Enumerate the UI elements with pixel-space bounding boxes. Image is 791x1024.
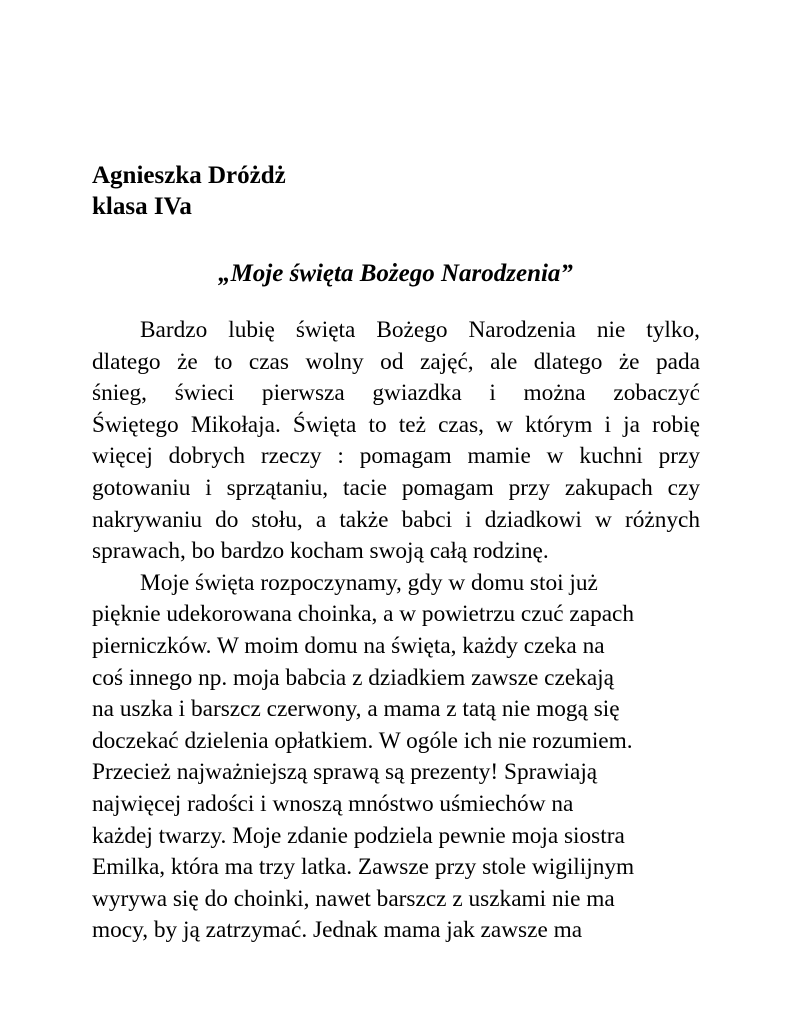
text-line: nakrywaniu do stołu, a także babci i dziadkowi w różnych <box>92 506 700 533</box>
essay-body <box>92 315 700 947</box>
text-line: coś innego np. moja babcia z dziadkiem zawsze czekają <box>92 664 614 691</box>
text-line: śnieg, świeci pierwsza gwiazdka i można zobaczyć <box>92 380 700 407</box>
text-line: Emilka, która ma trzy latka. Zawsze przy stole wigilijnym <box>92 854 635 881</box>
essay-title: „Moje święta Bożego Narodzenia” <box>218 260 573 287</box>
text-line: Przecież najważniejszą sprawą są prezenty! Sprawiają <box>92 759 598 786</box>
text-line: dlatego że to czas wolny od zajęć, ale dlatego że pada <box>92 348 700 375</box>
text-line: Moje święta rozpoczynamy, gdy w domu stoi już <box>140 569 598 596</box>
text-line: pięknie udekorowana choinka, a w powietrzu czuć zapach <box>92 601 635 628</box>
text-line: każdej twarzy. Moje zdanie podziela pewnie moja siostra <box>92 822 625 849</box>
text-line: Świętego Mikołaja. Święta to też czas, w którym i ja robię <box>92 411 700 438</box>
text-line: gotowaniu i sprzątaniu, tacie pomagam przy zakupach czy <box>92 474 700 501</box>
text-line: pierniczków. W moim domu na święta, każdy czeka na <box>92 632 605 659</box>
text-line: Bardzo lubię święta Bożego Narodzenia nie tylko, <box>140 317 700 343</box>
text-line: więcej dobrych rzeczy : pomagam mamie w kuchni przy <box>92 443 700 470</box>
text-line: najwięcej radości i wnoszą mnóstwo uśmiechów na <box>92 790 574 817</box>
paragraph-1 <box>92 315 700 568</box>
text-line: na uszka i barszcz czerwony, a mama z tatą nie mogą się <box>92 696 620 723</box>
author-name: Agnieszka Dróżdż <box>92 162 286 189</box>
text-line: mocy, by ją zatrzymać. Jednak mama jak zawsze ma <box>92 917 583 944</box>
author-block <box>92 160 286 222</box>
text-line: sprawach, bo bardzo kocham swoją całą rodzinę. <box>92 538 549 565</box>
text-line: wyrywa się do choinki, nawet barszcz z uszkami nie ma <box>92 885 615 912</box>
class-label: klasa IVa <box>92 193 192 220</box>
text-line: doczekać dzielenia opłatkiem. W ogóle ich nie rozumiem. <box>92 727 633 754</box>
paragraph-2 <box>92 568 700 947</box>
